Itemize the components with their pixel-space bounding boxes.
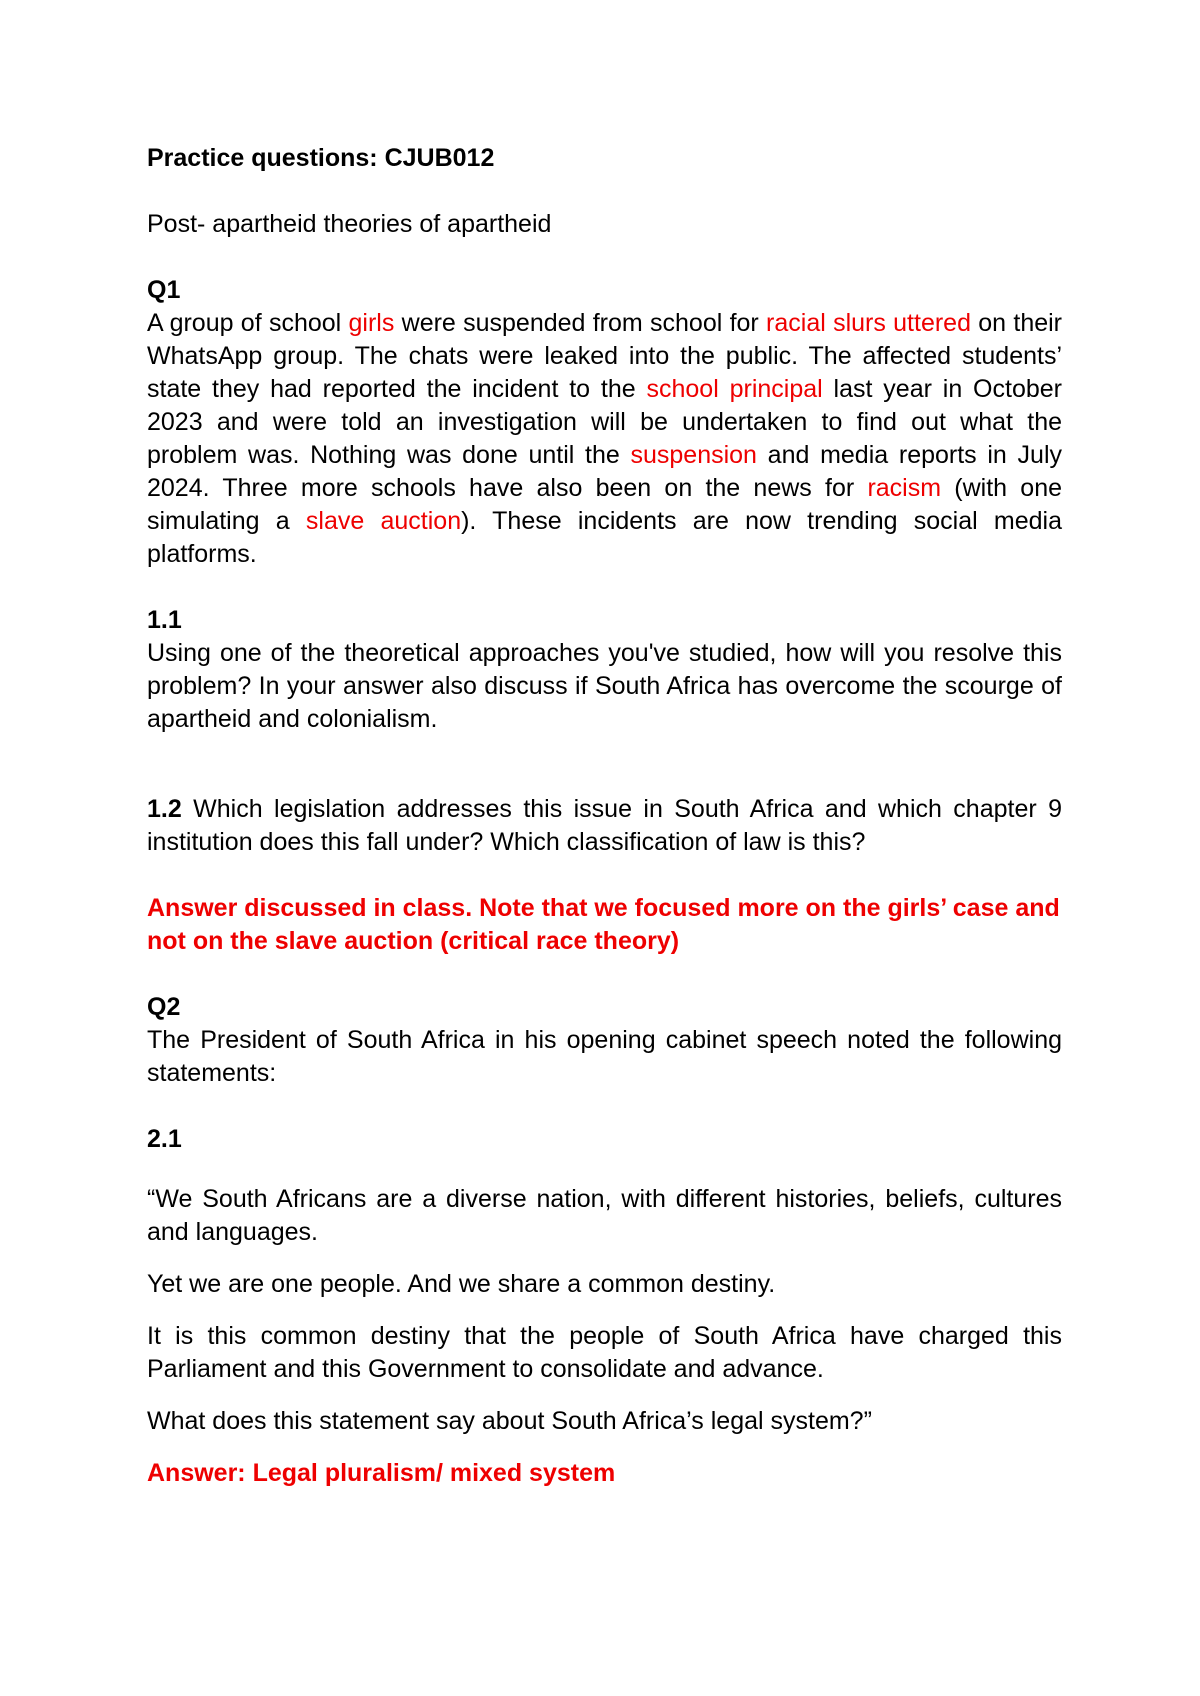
scenario-text: ). These incidents are now trending social media platforms. bbox=[147, 507, 1062, 568]
highlighted-term: slave auction bbox=[305, 507, 462, 535]
q1-scenario-paragraph bbox=[147, 307, 1062, 571]
highlighted-term: racism bbox=[867, 474, 942, 502]
scenario-text: A group of school bbox=[147, 309, 349, 337]
scenario-text: and media reports in July 2024. Three more schools have also been on the news for bbox=[147, 441, 1062, 502]
highlighted-term: racial slurs uttered bbox=[766, 309, 971, 337]
q1-heading: Q1 bbox=[147, 276, 181, 304]
scenario-text: were suspended from school for bbox=[394, 309, 767, 337]
q1-2-text: Which legislation addresses this issue in South Africa and which chapter 9 institution does this fall under? Which classification of law is this? bbox=[147, 795, 1062, 856]
q2-1-quote-line: What does this statement say about South Africa’s legal system?” bbox=[147, 1407, 872, 1435]
q1-2-question bbox=[147, 793, 1062, 859]
document-title: Practice questions: CJUB012 bbox=[147, 144, 495, 172]
highlighted-term: school principal bbox=[646, 375, 823, 403]
highlighted-term: girls bbox=[348, 309, 395, 337]
scenario-text: last year in October 2023 and were told an investigation will be undertaken to find out what the problem was. Nothing was done until the bbox=[147, 375, 1062, 469]
q2-1-quote-line: “We South Africans are a diverse nation, with different histories, beliefs, cultures and languages. bbox=[147, 1185, 1062, 1246]
q2-heading: Q2 bbox=[147, 993, 181, 1021]
highlighted-term: suspension bbox=[630, 441, 757, 469]
q2-intro: The President of South Africa in his opening cabinet speech noted the following statements: bbox=[147, 1026, 1062, 1087]
q2-1-quote-line: It is this common destiny that the people of South Africa have charged this Parliament and this Government to consolidate and advance. bbox=[147, 1322, 1062, 1383]
q1-answer: Answer discussed in class. Note that we focused more on the girls’ case and not on the slave auction (critical race theory) bbox=[147, 894, 1060, 955]
q2-1-number: 2.1 bbox=[147, 1125, 182, 1153]
q1-2-number: 1.2 bbox=[147, 795, 182, 823]
document-body bbox=[147, 142, 1062, 1490]
q1-1-question: Using one of the theoretical approaches you've studied, how will you resolve this problem? In your answer also discuss if South Africa has overcome the scourge of apartheid and colonialism. bbox=[147, 639, 1062, 733]
q2-1-quote-line: Yet we are one people. And we share a common destiny. bbox=[147, 1270, 776, 1298]
scenario-text: on their WhatsApp group. The chats were leaked into the public. The affected students’ state they had reported the incident to the bbox=[147, 309, 1062, 403]
q1-1-number: 1.1 bbox=[147, 606, 182, 634]
scenario-text: (with one simulating a bbox=[147, 474, 1062, 535]
q2-answer: Answer: Legal pluralism/ mixed system bbox=[147, 1459, 616, 1487]
document-subtitle: Post- apartheid theories of apartheid bbox=[147, 210, 552, 238]
